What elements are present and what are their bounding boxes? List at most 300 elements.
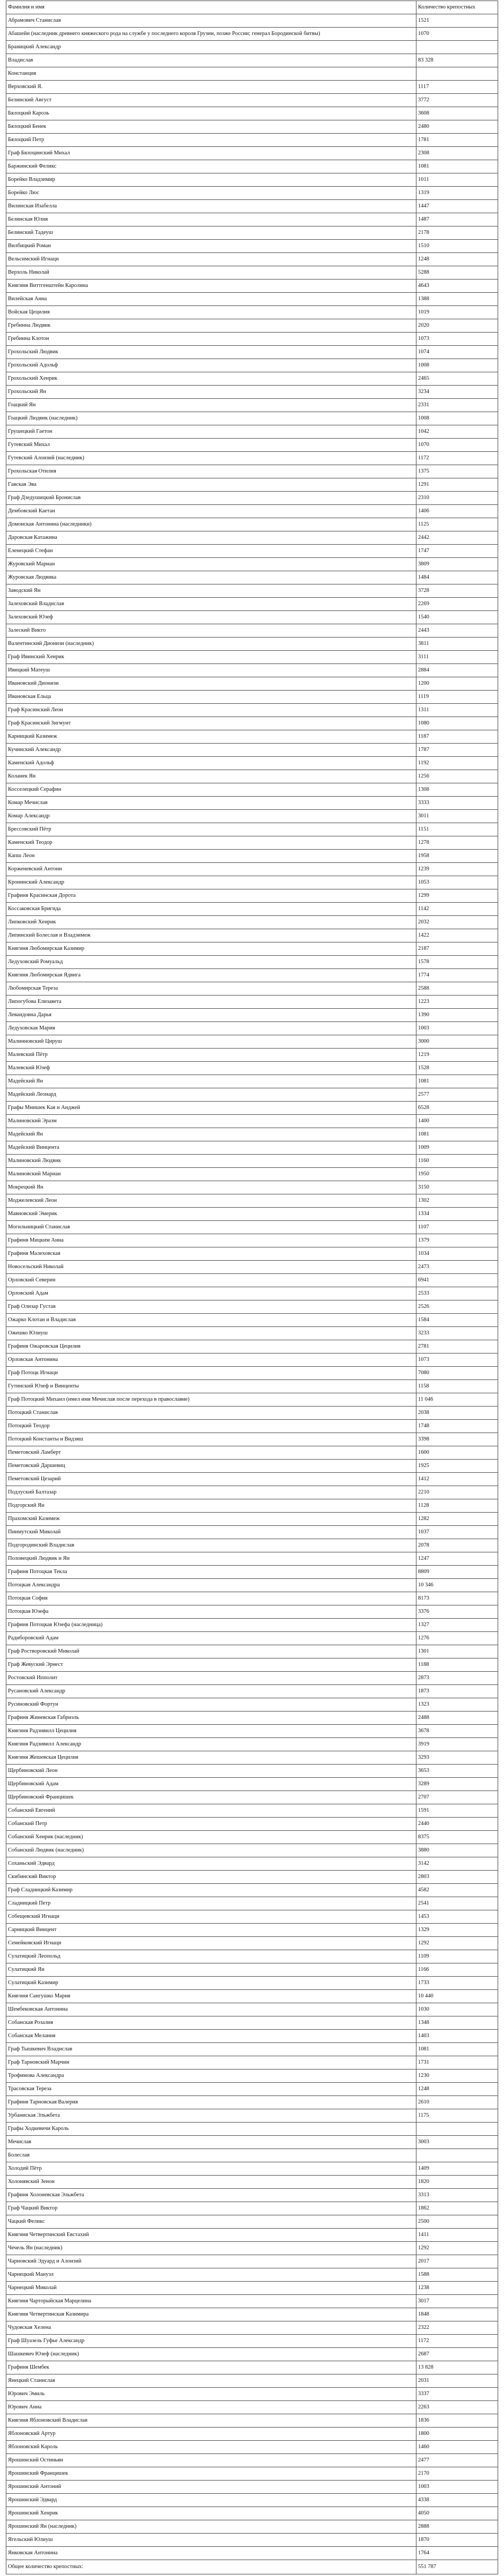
owner-name-cell: Чацкий Феликс [6, 2215, 416, 2229]
owner-name-cell: Пеметовский Цезарий [6, 1473, 416, 1486]
owner-name-cell: Мечислав [6, 2136, 416, 2149]
serf-count-cell: 1107 [416, 1221, 498, 1234]
serf-count-cell: 3337 [416, 2388, 498, 2401]
owner-name-cell: Липинский Болеслав и Владзимеж [6, 929, 416, 942]
owner-name-cell: Констанция [6, 67, 416, 81]
table-row [6, 2534, 498, 2547]
serf-count-cell: 6941 [416, 1274, 498, 1287]
table-row [6, 1300, 498, 1314]
table-row [6, 996, 498, 1009]
owner-name-cell: Граф Красинский Зигмунт [6, 717, 416, 730]
owner-name-cell: Графы Ходкевичи Кароль [6, 2123, 416, 2136]
owner-name-cell: Корженевский Антони [6, 863, 416, 876]
owner-name-cell: Вилейская Анна [6, 293, 416, 306]
table-row [6, 1022, 498, 1035]
serf-count-cell: 1323 [416, 1698, 498, 1711]
serf-count-cell: 3000 [416, 1035, 498, 1049]
owner-name-cell: Собанская Розалия [6, 2016, 416, 2030]
serf-count-cell: 1588 [416, 2268, 498, 2282]
serf-count-cell: 2031 [416, 2374, 498, 2388]
owner-name-cell: Ярошинский Остиньян [6, 2454, 416, 2467]
owner-name-cell: Граф Чацкий Виктор [6, 2202, 416, 2215]
table-row [6, 107, 498, 120]
owner-name-cell: Еленецкий Стефан [6, 545, 416, 558]
owner-name-cell: Граф Потоцкий Михаил (имел имя Мечислав после перехода в православие) [6, 1393, 416, 1407]
serf-count-cell: 1299 [416, 889, 498, 903]
owner-name-cell: Сулатицкий Леопольд [6, 1950, 416, 1963]
serf-count-cell: 1510 [416, 240, 498, 253]
table-row [6, 598, 498, 611]
table-row [6, 2229, 498, 2242]
serf-count-cell [416, 2123, 498, 2136]
serf-count-cell: 2884 [416, 664, 498, 677]
table-row [6, 1155, 498, 1168]
table-row [6, 1075, 498, 1088]
table-row [6, 1698, 498, 1711]
serf-count-cell: 1011 [416, 173, 498, 187]
owner-name-cell: Граф Дзедушицкий Бронислав [6, 492, 416, 505]
serf-count-cell: 1142 [416, 903, 498, 916]
serf-count-cell: 1311 [416, 704, 498, 717]
table-row [6, 2056, 498, 2069]
serf-count-cell: 1747 [416, 545, 498, 558]
table-row [6, 359, 498, 372]
serf-count-cell: 1521 [416, 14, 498, 28]
serf-count-cell: 2263 [416, 2401, 498, 2414]
owner-name-cell: Княгиня Жешевская Цецилия [6, 1751, 416, 1765]
serf-count-cell: 1008 [416, 359, 498, 372]
table-row [6, 1950, 498, 1963]
table-row [6, 1181, 498, 1194]
owner-name-cell: Щербиновский Леон [6, 1765, 416, 1778]
owner-name-cell: Графиня Малеховская [6, 1247, 416, 1261]
table-row [6, 1486, 498, 1499]
owner-name-cell: Юрович Анна [6, 2401, 416, 2414]
table-row [6, 1393, 498, 1407]
table-header-row [6, 1, 498, 14]
owner-name-cell: Граф Потоцк Игнаци [6, 1367, 416, 1380]
owner-name-cell: Гребинна Клотон [6, 333, 416, 346]
table-row [6, 624, 498, 638]
owner-name-cell: Граф Сладницкий Казимир [6, 1884, 416, 1897]
table-row [6, 1871, 498, 1884]
owner-name-cell: Залеховский Юзеф [6, 611, 416, 624]
table-row [6, 41, 498, 54]
table-row [6, 638, 498, 651]
owner-name-cell: Графиня Тарновская Валерия [6, 2096, 416, 2109]
owner-name-cell: Журовская Людвика [6, 571, 416, 584]
table-row [6, 1963, 498, 1977]
table-row [6, 280, 498, 293]
table-row [6, 2162, 498, 2176]
serf-count-cell: 2178 [416, 226, 498, 240]
serf-count-cell: 2500 [416, 2215, 498, 2229]
table-row [6, 810, 498, 823]
serf-count-cell: 1109 [416, 1950, 498, 1963]
serf-count-cell: 1188 [416, 1658, 498, 1672]
owner-name-cell: Дембовский Каетан [6, 505, 416, 518]
table-row [6, 1234, 498, 1247]
table-row [6, 2520, 498, 2534]
table-row [6, 2321, 498, 2335]
serf-count-cell: 1453 [416, 1910, 498, 1924]
serf-count-cell: 1409 [416, 2162, 498, 2176]
table-row [6, 1658, 498, 1672]
table-row [6, 226, 498, 240]
table-row [6, 1141, 498, 1155]
serf-count-cell: 1764 [416, 2547, 498, 2560]
owner-name-cell: Трофимова Александра [6, 2069, 416, 2083]
table-row [6, 67, 498, 81]
owner-name-cell: Собанский Евгений [6, 1804, 416, 1818]
table-row [6, 584, 498, 598]
owner-name-cell: Ярошинский Эдвард [6, 2494, 416, 2507]
table-row [6, 81, 498, 94]
owner-name-cell: Яблоновский Кароль [6, 2441, 416, 2454]
owner-name-cell: Бялоцкий Бенек [6, 120, 416, 134]
owner-name-cell: Брессовский Пётр [6, 823, 416, 836]
serf-count-cell: 1925 [416, 1460, 498, 1473]
owner-name-cell: Бялоцкий Петр [6, 134, 416, 147]
table-row [6, 1711, 498, 1725]
owner-name-cell: Липогубова Елизавета [6, 996, 416, 1009]
serf-count-cell: 1731 [416, 2056, 498, 2069]
owner-name-cell: Грушецкий Гаетон [6, 425, 416, 439]
table-row [6, 2003, 498, 2016]
table-row [6, 783, 498, 797]
owner-name-cell: Чарнецкий Миколай [6, 2282, 416, 2295]
owner-name-cell: Потоцкая София [6, 1592, 416, 1605]
table-row [6, 2388, 498, 2401]
table-row [6, 2030, 498, 2043]
owner-name-cell: Холодий Пётр [6, 2162, 416, 2176]
serf-count-cell: 1248 [416, 2083, 498, 2096]
owner-name-cell: Графиня Потоцкая Текла [6, 1566, 416, 1579]
table-row [6, 213, 498, 226]
table-row [6, 333, 498, 346]
owner-name-cell: Браницкий Александр [6, 41, 416, 54]
serf-count-cell: 1172 [416, 452, 498, 465]
serf-count-cell: 5288 [416, 266, 498, 280]
owner-name-cell: Кронинский Александр [6, 876, 416, 889]
table-row [6, 929, 498, 942]
serf-count-cell: 13 828 [416, 2361, 498, 2374]
owner-name-cell: Карницкий Казимеж [6, 730, 416, 744]
owner-name-cell: Потоцкая Юзефа [6, 1605, 416, 1619]
serf-count-cell: 1390 [416, 1009, 498, 1022]
table-row [6, 1367, 498, 1380]
owner-name-cell: Коланек Ян [6, 770, 416, 783]
serf-count-cell: 4582 [416, 1884, 498, 1897]
table-row [6, 2202, 498, 2215]
serf-count-cell: 1151 [416, 823, 498, 836]
table-row [6, 1857, 498, 1871]
owner-name-cell: Грохольский Ян [6, 386, 416, 399]
table-row [6, 770, 498, 783]
table-row [6, 1221, 498, 1234]
serf-count-cell: 1081 [416, 1128, 498, 1141]
serf-count-cell: 1820 [416, 2176, 498, 2189]
serf-count-cell: 3003 [416, 2136, 498, 2149]
serf-count-cell: 1591 [416, 1804, 498, 1818]
owner-name-cell: Сулатицкий Казимир [6, 1977, 416, 1990]
owner-name-cell: Ивицкий Матеуш [6, 664, 416, 677]
owner-name-cell: Малиновский Людвик [6, 1155, 416, 1168]
owner-name-cell: Радиборовский Адам [6, 1632, 416, 1645]
serf-count-cell: 1081 [416, 2043, 498, 2056]
owner-name-cell: Орловский Адам [6, 1287, 416, 1300]
table-row [6, 863, 498, 876]
table-row [6, 2043, 498, 2056]
owner-name-cell: Сулатицкий Ян [6, 1963, 416, 1977]
owner-name-cell: Липковский Хенрик [6, 916, 416, 929]
owner-name-cell: Пеметовский Даршевиц [6, 1460, 416, 1473]
table-row [6, 1897, 498, 1910]
owner-name-cell: Общее количество крепостных: [6, 2560, 416, 2574]
serf-owners-table [6, 1, 498, 2574]
owner-name-cell: Трасовская Тереза [6, 2083, 416, 2096]
table-row [6, 2454, 498, 2467]
serf-count-cell: 1301 [416, 1645, 498, 1658]
serf-count-cell: 2588 [416, 982, 498, 996]
serf-count-cell: 1327 [416, 1619, 498, 1632]
table-row [6, 1208, 498, 1221]
serf-count-cell: 2310 [416, 492, 498, 505]
table-row [6, 2374, 498, 2388]
serf-count-cell: 10 440 [416, 1990, 498, 2003]
owner-name-cell: Могильницкий Станислав [6, 1221, 416, 1234]
serf-count-cell: 1870 [416, 2534, 498, 2547]
table-row [6, 1645, 498, 1658]
table-row [6, 1274, 498, 1287]
owner-name-cell: Валентинский Дионизи (наследник) [6, 638, 416, 651]
serf-count-cell: 1774 [416, 969, 498, 982]
serf-count-cell: 1958 [416, 850, 498, 863]
serf-count-cell: 83 328 [416, 54, 498, 67]
owner-name-cell: Граф Бялоцинский Михал [6, 147, 416, 160]
owner-name-cell: Верховский Я. [6, 81, 416, 94]
serf-count-cell: 1008 [416, 412, 498, 425]
owner-name-cell: Русановский Александр [6, 1685, 416, 1698]
owner-name-cell: Холонявский Зенон [6, 2176, 416, 2189]
owner-name-cell: Граф Жевуский Эрнест [6, 1658, 416, 1672]
owner-name-cell: Домонская Антонина (наследники) [6, 518, 416, 531]
owner-name-cell: Семейковский Игнаци [6, 1937, 416, 1950]
serf-count-cell: 3653 [416, 1765, 498, 1778]
table-row [6, 1751, 498, 1765]
serf-count-cell: 4643 [416, 280, 498, 293]
table-row [6, 1526, 498, 1539]
table-row [6, 200, 498, 213]
owner-name-cell: Ягельский Юлиуш [6, 2534, 416, 2547]
table-row [6, 399, 498, 412]
table-row [6, 2268, 498, 2282]
owner-name-cell: Щербиновский Адам [6, 1778, 416, 1791]
owner-name-cell: Любомирская Тереза [6, 982, 416, 996]
table-row [6, 2295, 498, 2308]
table-row [6, 478, 498, 492]
serf-count-cell: 1081 [416, 1075, 498, 1088]
table-row [6, 372, 498, 386]
owner-name-cell: Княгиня Виттгенштейн Каролина [6, 280, 416, 293]
owner-name-cell: Каменский Адольф [6, 757, 416, 770]
serf-count-cell: 2440 [416, 1818, 498, 1831]
serf-count-cell: 2533 [416, 1287, 498, 1300]
owner-name-cell: Орловская Антонина [6, 1354, 416, 1367]
owner-name-cell: Пинмутский Миколай [6, 1526, 416, 1539]
table-row [6, 1619, 498, 1632]
serf-count-cell: 1950 [416, 1168, 498, 1181]
owner-name-cell: Урбаниская Эльжбета [6, 2109, 416, 2123]
table-row [6, 346, 498, 359]
table-row [6, 293, 498, 306]
table-row [6, 1473, 498, 1486]
serf-count-cell: 2577 [416, 1088, 498, 1102]
serf-count-cell: 1239 [416, 863, 498, 876]
serf-count-cell: 1487 [416, 213, 498, 226]
table-row [6, 1340, 498, 1354]
owner-name-cell: Шембековская Антонина [6, 2003, 416, 2016]
table-row [6, 1168, 498, 1181]
table-row [6, 1327, 498, 1340]
table-row [6, 28, 498, 41]
owner-name-cell: Гавская Эва [6, 478, 416, 492]
serf-count-cell: 3880 [416, 1844, 498, 1857]
owner-name-cell: Ивановская Ельца [6, 691, 416, 704]
table-row [6, 797, 498, 810]
serf-count-cell: 1158 [416, 1380, 498, 1393]
owner-name-cell: Гребинна Людвик [6, 319, 416, 333]
table-row [6, 545, 498, 558]
table-row [6, 1088, 498, 1102]
owner-name-cell: Потоцкий Теодор [6, 1420, 416, 1433]
serf-count-cell: 1160 [416, 1155, 498, 1168]
table-row [6, 889, 498, 903]
serf-count-cell [416, 67, 498, 81]
serf-count-cell: 1406 [416, 505, 498, 518]
owner-name-cell: Подгородинский Владислав [6, 1539, 416, 1552]
table-row [6, 1831, 498, 1844]
serf-count-cell [416, 2149, 498, 2162]
table-row [6, 571, 498, 584]
serf-count-cell: 1034 [416, 1247, 498, 1261]
table-row [6, 1460, 498, 1473]
total-row [6, 2560, 498, 2574]
owner-name-cell: Граф Ивинский Хенрик [6, 651, 416, 664]
table-row [6, 1632, 498, 1645]
owner-name-cell: Войская Цецилия [6, 306, 416, 319]
owner-name-cell: Графиня Ожаровская Цецилия [6, 1340, 416, 1354]
table-row [6, 1380, 498, 1393]
serf-count-cell: 2465 [416, 372, 498, 386]
serf-count-cell: 7080 [416, 1367, 498, 1380]
serf-count-cell: 4050 [416, 2507, 498, 2520]
owner-name-cell: Малевский Пётр [6, 1049, 416, 1062]
serf-count-cell: 1003 [416, 2481, 498, 2494]
table-row [6, 2308, 498, 2321]
table-row [6, 1566, 498, 1579]
owner-name-cell: Ростовский Ипполит [6, 1672, 416, 1685]
owner-name-cell: Белинский Август [6, 94, 416, 107]
owner-name-cell: Чудовская Хелена [6, 2321, 416, 2335]
serf-count-cell: 1781 [416, 134, 498, 147]
table-row [6, 1579, 498, 1592]
owner-name-cell: Орловский Северин [6, 1274, 416, 1287]
serf-count-cell: 1003 [416, 1022, 498, 1035]
table-row [6, 1977, 498, 1990]
table-row [6, 2401, 498, 2414]
table-row [6, 94, 498, 107]
serf-count-cell: 1119 [416, 691, 498, 704]
table-row [6, 160, 498, 173]
table-row [6, 744, 498, 757]
table-row [6, 452, 498, 465]
table-row [6, 982, 498, 996]
owner-name-cell: Верхоль Николай [6, 266, 416, 280]
serf-count-cell: 3376 [416, 1605, 498, 1619]
table-row [6, 1049, 498, 1062]
serf-count-cell: 2308 [416, 147, 498, 160]
owner-name-cell: Ивановский Дионизи [6, 677, 416, 691]
owner-name-cell: Потоцкая Александра [6, 1579, 416, 1592]
serf-count-cell: 1584 [416, 1314, 498, 1327]
owner-name-cell: Собещевский Игнаци [6, 1910, 416, 1924]
serf-count-cell: 1019 [416, 306, 498, 319]
owner-name-cell: Собанский Петр [6, 1818, 416, 1831]
owner-name-cell: Владислав [6, 54, 416, 67]
serf-count-cell: 1600 [416, 1446, 498, 1460]
table-row [6, 1791, 498, 1804]
owner-name-cell: Вилбицкий Роман [6, 240, 416, 253]
serf-count-cell: 1081 [416, 160, 498, 173]
serf-count-cell: 1256 [416, 770, 498, 783]
table-row [6, 439, 498, 452]
owner-name-cell: Юрович Эмиль [6, 2388, 416, 2401]
table-row [6, 1194, 498, 1208]
table-row [6, 2441, 498, 2454]
serf-count-cell: 3233 [416, 1327, 498, 1340]
owner-name-cell: Комар Мечислав [6, 797, 416, 810]
owner-name-cell: Княгиня Четвертинская Казимира [6, 2308, 416, 2321]
serf-count-cell: 2477 [416, 2454, 498, 2467]
serf-count-cell: 2017 [416, 2255, 498, 2268]
serf-count-cell: 1037 [416, 1526, 498, 1539]
table-row [6, 1844, 498, 1857]
owner-name-cell: Граф Шуазель Гуфье Александр [6, 2335, 416, 2348]
table-row [6, 969, 498, 982]
owner-name-cell: Борейко Владзимир [6, 173, 416, 187]
table-row [6, 1738, 498, 1751]
owner-name-cell: Малевский Юзеф [6, 1062, 416, 1075]
owner-name-cell: Болеслав [6, 2149, 416, 2162]
owner-name-cell: Залеский Викто [6, 624, 416, 638]
owner-name-cell: Собанский Хенрик (наследник) [6, 1831, 416, 1844]
owner-name-cell: Собанская Мелания [6, 2030, 416, 2043]
column-header-name: Фамилия и имя [6, 1, 416, 14]
table-row [6, 704, 498, 717]
serf-count-cell: 3293 [416, 1751, 498, 1765]
table-row [6, 1513, 498, 1526]
owner-name-cell: Мавиовский Эмерик [6, 1208, 416, 1221]
serf-count-cell: 1292 [416, 1937, 498, 1950]
serf-count-cell: 1070 [416, 28, 498, 41]
table-row [6, 1605, 498, 1619]
table-row [6, 1420, 498, 1433]
owner-name-cell: Янковская Антонина [6, 2547, 416, 2560]
serf-count-cell: 2331 [416, 399, 498, 412]
serf-count-cell: 11 046 [416, 1393, 498, 1407]
table-row [6, 2096, 498, 2109]
